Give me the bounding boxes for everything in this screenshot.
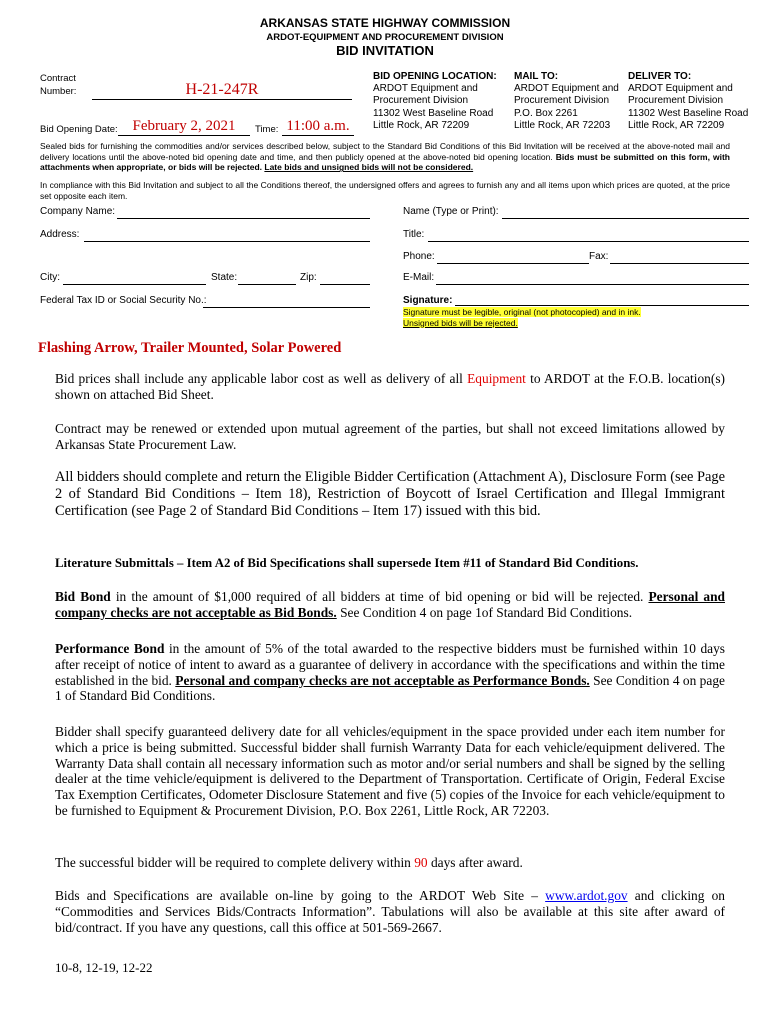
web-site-text-end: and clicking on “Commodities and Services Bids/Contracts Information”. Tabulations will also be available at this site after award of bid/contract. If you have any questions, call this office at 501-569-2667.: [55, 888, 725, 935]
signature-field[interactable]: [455, 305, 749, 306]
address-line: ARDOT Equipment and: [373, 83, 478, 95]
company-name-label: Company Name:: [40, 206, 116, 217]
address-line: ARDOT Equipment and: [514, 83, 619, 95]
contract-number-value[interactable]: H-21-247R: [185, 81, 259, 98]
state-field[interactable]: [238, 284, 296, 285]
time-value[interactable]: 11:00 a.m.: [286, 118, 350, 134]
delivery-paragraph: Bidder shall specify guaranteed delivery date for all vehicles/equipment in the space provided under each item number for which a price is being submitted. Successful bidder shall furnish Warranty Data for each vehicle/equipment delivered. The Warranty Data shall contain all necessary information such as motor and/or serial numbers and shall be signed by the selling dealer at the time vehicle/equipment is delivered to the Department of Transportation. Certificate of Origin, Federal Excise Tax Exemption Certificates, Odometer Disclosure Statement and five (5) copies of the Invoice for each vehicle/equipment to be furnished to Equipment & Procurement Division, P.O. Box 2261, Little Rock, AR 72203.: [55, 724, 725, 819]
bid-opening-location: [373, 71, 513, 132]
zip-field[interactable]: [320, 284, 370, 285]
state-label: State:: [211, 272, 238, 283]
address-line: Little Rock, AR 72209: [373, 119, 470, 131]
email-label: E-Mail:: [403, 272, 435, 283]
sealed-bids-text: Sealed bids for furnishing the commodities and/or services described below, subject to the Standard Bid Conditions of this Bid Invitation will be received at the above-noted mail and delivery locations until the above-noted bid opening date and time, and then publicly opened at the above-noted bid opening location.: [40, 141, 730, 162]
address-line: Procurement Division: [373, 95, 469, 107]
phone-label: Phone:: [403, 251, 435, 262]
web-site-paragraph: [55, 888, 725, 935]
signature-note: [403, 307, 641, 328]
address-field[interactable]: [84, 241, 370, 242]
bid-bond-condition: See Condition 4 on page 1of Standard Bid Conditions.: [340, 604, 633, 620]
bid-bond-label: Bid Bond: [55, 589, 111, 604]
bid-prices-text-end: to ARDOT at the F.O.B. location(s) shown on attached Bid Sheet.: [55, 371, 725, 402]
renewal-paragraph: Contract may be renewed or extended upon mutual agreement of the parties, but shall not exceed limitations allowed by Arkansas State Procurement Law.: [55, 421, 725, 452]
bid-prices-paragraph: [55, 371, 725, 403]
bid-opening-date-label: Bid Opening Date:: [40, 124, 118, 135]
mail-to-title: MAIL TO:: [514, 71, 559, 82]
division-title: ARDOT-EQUIPMENT AND PROCUREMENT DIVISION: [266, 32, 504, 43]
name-print-field[interactable]: [502, 218, 749, 219]
performance-bond-checks: Personal and company checks are not acceptable as Performance Bonds.: [175, 672, 590, 688]
bid-prices-text: Bid prices shall include any applicable labor cost as well as delivery of all: [55, 371, 463, 386]
deliver-to-address: [628, 71, 763, 132]
performance-bond-text: in the amount of 5% of the total awarded to the respective bidders must be furnished within 10 days after receipt of notice of intent to award as a guarantee of delivery in accordance with the specifications and within the time established in the bid.: [55, 641, 725, 688]
tax-id-field[interactable]: [203, 307, 370, 308]
address-line: P.O. Box 2261: [514, 107, 578, 119]
performance-bond-paragraph: [55, 641, 725, 704]
tax-id-label: Federal Tax ID or Social Security No.:: [40, 295, 207, 306]
company-name-field[interactable]: [117, 218, 370, 219]
name-print-label: Name (Type or Print):: [403, 206, 499, 217]
sealed-bids-notice: [40, 141, 730, 173]
page-title: BID INVITATION: [336, 43, 434, 58]
time-line: [282, 135, 354, 136]
address-line: Procurement Division: [628, 95, 724, 107]
title-label: Title:: [403, 229, 425, 240]
item-title: Flashing Arrow, Trailer Mounted, Solar Powered: [38, 340, 342, 356]
delivery-days-text: The successful bidder will be required to complete delivery within: [55, 855, 411, 870]
address-line: Little Rock, AR 72203: [514, 119, 611, 131]
zip-label: Zip:: [300, 272, 317, 283]
phone-field[interactable]: [437, 263, 589, 264]
contract-number-label: Number:: [40, 86, 77, 97]
signature-label: Signature:: [403, 295, 453, 306]
bid-opening-date-line: [118, 135, 250, 136]
mail-to-address: [514, 71, 629, 132]
address-line: Little Rock, AR 72209: [628, 119, 725, 131]
address-line: ARDOT Equipment and: [628, 83, 733, 95]
fax-label: Fax:: [589, 251, 609, 262]
revision-footer: 10-8, 12-19, 12-22: [55, 960, 153, 975]
address-label: Address:: [40, 229, 80, 240]
address-line: 11302 West Baseline Road: [373, 107, 494, 119]
ardot-link[interactable]: www.ardot.gov: [545, 888, 628, 903]
web-site-text: Bids and Specifications are available on-line by going to the ARDOT Web Site –: [55, 888, 538, 903]
time-label: Time:: [255, 124, 279, 135]
address-line: 11302 West Baseline Road: [628, 107, 749, 119]
signature-note-legible: Signature must be legible, original (not photocopied) and in ink.: [403, 307, 641, 317]
fax-field[interactable]: [610, 263, 749, 264]
commission-title: ARKANSAS STATE HIGHWAY COMMISSION: [259, 16, 511, 30]
address-line: Procurement Division: [514, 95, 610, 107]
delivery-days-value: 90: [414, 855, 428, 870]
compliance-notice: In compliance with this Bid Invitation and subject to all the Conditions thereof, the undersigned offers and agrees to furnish any and all items upon which prices are quoted, at the price set opposite each item.: [40, 180, 730, 201]
bid-bond-text: in the amount of $1,000 required of all bidders at time of bid opening or bid will be rejected.: [115, 589, 644, 604]
delivery-days-text-end: days after award.: [430, 855, 523, 870]
certification-paragraph: All bidders should complete and return the Eligible Bidder Certification (Attachment A), Disclosure Form (see Page 2 of Standard Bid Conditions – Item 18), Restriction of Boycott of Israel Certification and Illegal Immigrant Certification (see Page 2 of Standard Bid Conditions – Item 17) issued with this bid.: [55, 469, 725, 519]
email-field[interactable]: [436, 284, 749, 285]
sealed-bids-bold: Bids must be submitted on this form, with attachments when appropriate, or bids will be rejected.: [40, 151, 730, 173]
bid-bond-checks: Personal and company checks are not acceptable as Bid Bonds.: [55, 589, 725, 620]
sealed-bids-late: Late bids and unsigned bids will not be considered.: [264, 162, 474, 173]
bid-opening-location-title: BID OPENING LOCATION:: [373, 71, 497, 82]
title-field[interactable]: [428, 241, 749, 242]
literature-submittals: Literature Submittals – Item A2 of Bid Specifications shall supersede Item #11 of Standard Bid Conditions.: [55, 556, 639, 570]
performance-bond-label: Performance Bond: [55, 641, 165, 656]
bid-opening-date-value[interactable]: February 2, 2021: [132, 118, 236, 134]
contract-number-line: [92, 99, 352, 100]
signature-note-unsigned: Unsigned bids will be rejected.: [403, 317, 518, 328]
city-field[interactable]: [63, 284, 206, 285]
deliver-to-title: DELIVER TO:: [628, 71, 692, 82]
contract-label: Contract: [40, 73, 76, 84]
performance-bond-condition: See Condition 4 on page 1 of Standard Bid Conditions.: [55, 672, 725, 704]
equipment-keyword: Equipment: [467, 371, 526, 386]
bid-bond-paragraph: [55, 589, 725, 621]
city-label: City:: [40, 272, 60, 283]
delivery-days-paragraph: [55, 855, 725, 871]
